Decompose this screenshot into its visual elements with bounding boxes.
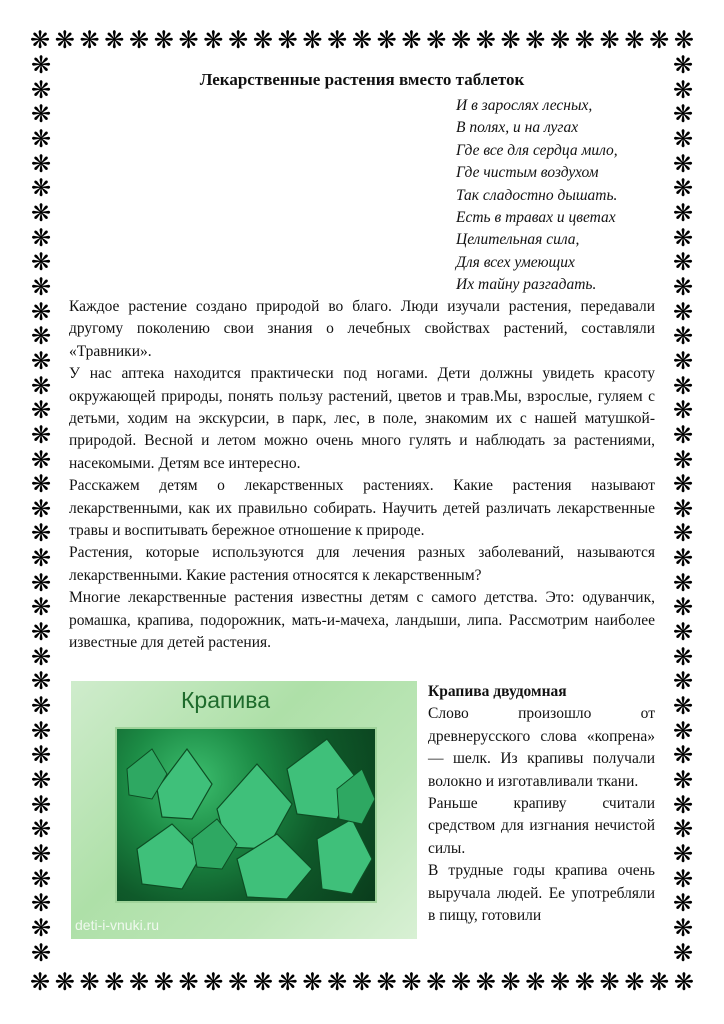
border-ornament-icon: ❋ <box>672 915 694 942</box>
border-ornament-icon: ❋ <box>29 970 51 996</box>
border-ornament-icon: ❋ <box>228 970 249 996</box>
poem-line: В полях, и на лугах <box>456 119 579 137</box>
border-ornament-icon: ❋ <box>376 28 397 54</box>
border-ornament-icon: ❋ <box>277 970 298 996</box>
border-ornament-icon: ❋ <box>672 422 694 449</box>
border-ornament-icon: ❋ <box>672 53 694 79</box>
border-ornament-icon: ❋ <box>574 28 595 54</box>
border-ornament-icon: ❋ <box>376 970 397 996</box>
border-ornament-icon: ❋ <box>30 496 52 523</box>
border-ornament-icon: ❋ <box>672 126 694 153</box>
border-ornament-icon: ❋ <box>426 28 447 54</box>
border-ornament-icon: ❋ <box>672 940 694 967</box>
nettle-leaves-illustration <box>117 729 375 901</box>
paragraph: Каждое растение создано природой во благо. Люди изучали растения, передавали другому поколению свои знания о лечебных свойствах растений, составляли «Травники». <box>69 298 655 360</box>
border-ornament-icon: ❋ <box>30 348 52 375</box>
border-ornament-icon: ❋ <box>302 28 323 54</box>
border-ornament-icon: ❋ <box>672 398 694 425</box>
border-ornament-icon: ❋ <box>228 28 249 54</box>
border-ornament-icon: ❋ <box>30 53 52 79</box>
border-ornament-icon: ❋ <box>672 348 694 375</box>
border-bottom <box>28 970 696 996</box>
border-ornament-icon: ❋ <box>672 151 694 178</box>
border-ornament-icon: ❋ <box>54 28 75 54</box>
border-ornament-icon: ❋ <box>104 970 125 996</box>
border-ornament-icon: ❋ <box>30 225 52 252</box>
border-ornament-icon: ❋ <box>450 970 472 996</box>
border-ornament-icon: ❋ <box>475 28 496 54</box>
border-ornament-icon: ❋ <box>327 28 348 54</box>
border-ornament-icon: ❋ <box>426 970 447 996</box>
poem-line: Где чистым воздухом <box>456 164 599 182</box>
border-right <box>670 54 696 966</box>
border-ornament-icon: ❋ <box>672 373 694 400</box>
nettle-photo <box>115 727 377 903</box>
border-ornament-icon: ❋ <box>672 694 694 721</box>
border-ornament-icon: ❋ <box>29 28 51 54</box>
border-ornament-icon: ❋ <box>450 28 472 54</box>
border-ornament-icon: ❋ <box>277 28 298 54</box>
border-ornament-icon: ❋ <box>550 28 571 54</box>
border-ornament-icon: ❋ <box>525 970 546 996</box>
border-ornament-icon: ❋ <box>30 768 52 795</box>
border-ornament-icon: ❋ <box>30 792 52 819</box>
border-ornament-icon: ❋ <box>30 866 52 893</box>
border-ornament-icon: ❋ <box>672 669 694 696</box>
border-ornament-icon: ❋ <box>672 472 694 499</box>
border-ornament-icon: ❋ <box>672 447 694 474</box>
body-text <box>69 296 655 655</box>
border-ornament-icon: ❋ <box>30 570 52 597</box>
border-ornament-icon: ❋ <box>79 970 100 996</box>
section-paragraph: Слово произошло от древнерусского слова «копрена» — шелк. Из крапивы получали волокно и изготавливали ткани. <box>428 705 655 790</box>
border-ornament-icon: ❋ <box>624 970 645 996</box>
paragraph: Расскажем детям о лекарственных растениях. Какие растения называют лекарственными, как их правильно собирать. Научить детей различать лекарственные травы и воспитывать бережное отношение к природе. <box>69 477 655 540</box>
border-ornament-icon: ❋ <box>401 970 422 996</box>
border-ornament-icon: ❋ <box>153 970 174 996</box>
border-ornament-icon: ❋ <box>550 970 571 996</box>
border-ornament-icon: ❋ <box>203 970 224 996</box>
section-paragraph: В трудные годы крапива очень выручала людей. Ее употребляли в пищу, готовили <box>428 862 655 925</box>
poem <box>456 95 618 297</box>
figure-label: Крапива <box>181 687 271 713</box>
border-ornament-icon: ❋ <box>252 28 273 54</box>
border-ornament-icon: ❋ <box>30 620 52 647</box>
paragraph: Многие лекарственные растения известны детям с самого детства. Это: одуванчик, ромашка, крапива, подорожник, мать-и-мачеха, ландыши, липа. Рассмотрим наиболее известные для детей растения. <box>69 589 655 652</box>
border-ornament-icon: ❋ <box>672 299 694 326</box>
border-ornament-icon: ❋ <box>525 28 546 54</box>
poem-line: И в зарослях лесных, <box>456 97 593 114</box>
border-ornament-icon: ❋ <box>672 324 694 351</box>
border-ornament-icon: ❋ <box>475 970 496 996</box>
paragraph: Растения, которые используются для лечения разных заболеваний, называются лекарственными. Какие растения относятся к лекарственным? <box>69 544 655 584</box>
paragraph: У нас аптека находится практически под ногами. Дети должны увидеть красоту окружающей природы, понять пользу растений, цветов и трав.Мы, взрослые, гуляем с детьми, ходим на экскурсии, в парк, лес, в поле, знакомим их с нашей матушкой-природой. Весной и летом можно очень много гулять и наблюдать за растениями, насекомыми. Детям все интересно. <box>69 365 655 472</box>
border-ornament-icon: ❋ <box>672 225 694 252</box>
border-ornament-icon: ❋ <box>30 77 52 104</box>
border-ornament-icon: ❋ <box>30 743 52 770</box>
section-paragraph: Раньше крапиву считали средством для изгнания нечистой силы. <box>428 795 655 857</box>
nettle-figure <box>71 681 417 939</box>
border-top <box>28 28 696 54</box>
border-ornament-icon: ❋ <box>129 28 150 54</box>
border-ornament-icon: ❋ <box>30 176 52 203</box>
border-ornament-icon: ❋ <box>203 28 224 54</box>
border-ornament-icon: ❋ <box>327 970 348 996</box>
border-ornament-icon: ❋ <box>624 28 645 54</box>
border-ornament-icon: ❋ <box>30 373 52 400</box>
poem-line: Для всех умеющих <box>456 253 575 271</box>
border-ornament-icon: ❋ <box>129 970 150 996</box>
border-ornament-icon: ❋ <box>30 324 52 351</box>
border-ornament-icon: ❋ <box>30 398 52 425</box>
border-ornament-icon: ❋ <box>30 422 52 449</box>
border-ornament-icon: ❋ <box>30 472 52 499</box>
border-ornament-icon: ❋ <box>30 299 52 326</box>
border-ornament-icon: ❋ <box>30 915 52 942</box>
border-ornament-icon: ❋ <box>30 200 52 227</box>
border-ornament-icon: ❋ <box>672 250 694 277</box>
border-ornament-icon: ❋ <box>30 521 52 548</box>
border-ornament-icon: ❋ <box>500 970 521 996</box>
border-ornament-icon: ❋ <box>672 570 694 597</box>
border-ornament-icon: ❋ <box>30 891 52 918</box>
border-ornament-icon: ❋ <box>351 970 372 996</box>
border-ornament-icon: ❋ <box>500 28 521 54</box>
border-ornament-icon: ❋ <box>673 28 694 54</box>
border-ornament-icon: ❋ <box>30 842 52 868</box>
border-ornament-icon: ❋ <box>672 176 694 203</box>
border-ornament-icon: ❋ <box>30 447 52 474</box>
border-ornament-icon: ❋ <box>672 866 694 893</box>
border-ornament-icon: ❋ <box>30 274 52 301</box>
border-ornament-icon: ❋ <box>672 817 694 844</box>
poem-line: Есть в травах и цветах <box>456 209 616 227</box>
border-ornament-icon: ❋ <box>79 28 100 54</box>
border-ornament-icon: ❋ <box>401 28 422 54</box>
border-ornament-icon: ❋ <box>672 842 694 868</box>
border-ornament-icon: ❋ <box>672 102 694 129</box>
border-ornament-icon: ❋ <box>672 743 694 770</box>
border-ornament-icon: ❋ <box>672 792 694 819</box>
border-ornament-icon: ❋ <box>599 28 620 54</box>
nettle-section <box>428 681 655 927</box>
border-ornament-icon: ❋ <box>104 28 125 54</box>
border-ornament-icon: ❋ <box>672 77 694 104</box>
border-ornament-icon: ❋ <box>351 28 372 54</box>
border-ornament-icon: ❋ <box>30 718 52 745</box>
border-ornament-icon: ❋ <box>649 28 670 54</box>
border-ornament-icon: ❋ <box>30 151 52 178</box>
page-title: Лекарственные растения вместо таблеток <box>199 70 525 89</box>
border-ornament-icon: ❋ <box>672 274 694 301</box>
border-ornament-icon: ❋ <box>178 970 199 996</box>
border-ornament-icon: ❋ <box>672 718 694 745</box>
border-ornament-icon: ❋ <box>672 644 694 671</box>
border-ornament-icon: ❋ <box>574 970 595 996</box>
border-ornament-icon: ❋ <box>599 970 620 996</box>
border-ornament-icon: ❋ <box>672 620 694 647</box>
border-ornament-icon: ❋ <box>153 28 174 54</box>
border-ornament-icon: ❋ <box>30 126 52 153</box>
border-ornament-icon: ❋ <box>672 496 694 523</box>
poem-line: Так сладостно дышать. <box>456 186 618 204</box>
border-ornament-icon: ❋ <box>30 546 52 573</box>
border-ornament-icon: ❋ <box>673 970 694 996</box>
border-ornament-icon: ❋ <box>30 250 52 277</box>
border-ornament-icon: ❋ <box>672 521 694 548</box>
border-ornament-icon: ❋ <box>30 694 52 721</box>
poem-line: Где все для сердца мило, <box>456 141 618 159</box>
border-ornament-icon: ❋ <box>30 644 52 671</box>
border-ornament-icon: ❋ <box>672 546 694 573</box>
border-ornament-icon: ❋ <box>30 102 52 129</box>
border-ornament-icon: ❋ <box>30 669 52 696</box>
border-ornament-icon: ❋ <box>672 891 694 918</box>
border-ornament-icon: ❋ <box>252 970 273 996</box>
border-ornament-icon: ❋ <box>672 200 694 227</box>
border-ornament-icon: ❋ <box>178 28 199 54</box>
border-ornament-icon: ❋ <box>649 970 670 996</box>
poem-line: Их тайну разгадать. <box>456 276 597 294</box>
border-ornament-icon: ❋ <box>30 817 52 844</box>
border-left <box>28 54 54 966</box>
section-heading: Крапива двудомная <box>428 683 567 700</box>
border-ornament-icon: ❋ <box>302 970 323 996</box>
border-ornament-icon: ❋ <box>30 940 52 967</box>
border-ornament-icon: ❋ <box>30 595 52 622</box>
poem-line: Целительная сила, <box>456 231 580 249</box>
border-ornament-icon: ❋ <box>54 970 75 996</box>
watermark: deti-i-vnuki.ru <box>75 917 160 933</box>
border-ornament-icon: ❋ <box>672 595 694 622</box>
border-ornament-icon: ❋ <box>672 768 694 795</box>
